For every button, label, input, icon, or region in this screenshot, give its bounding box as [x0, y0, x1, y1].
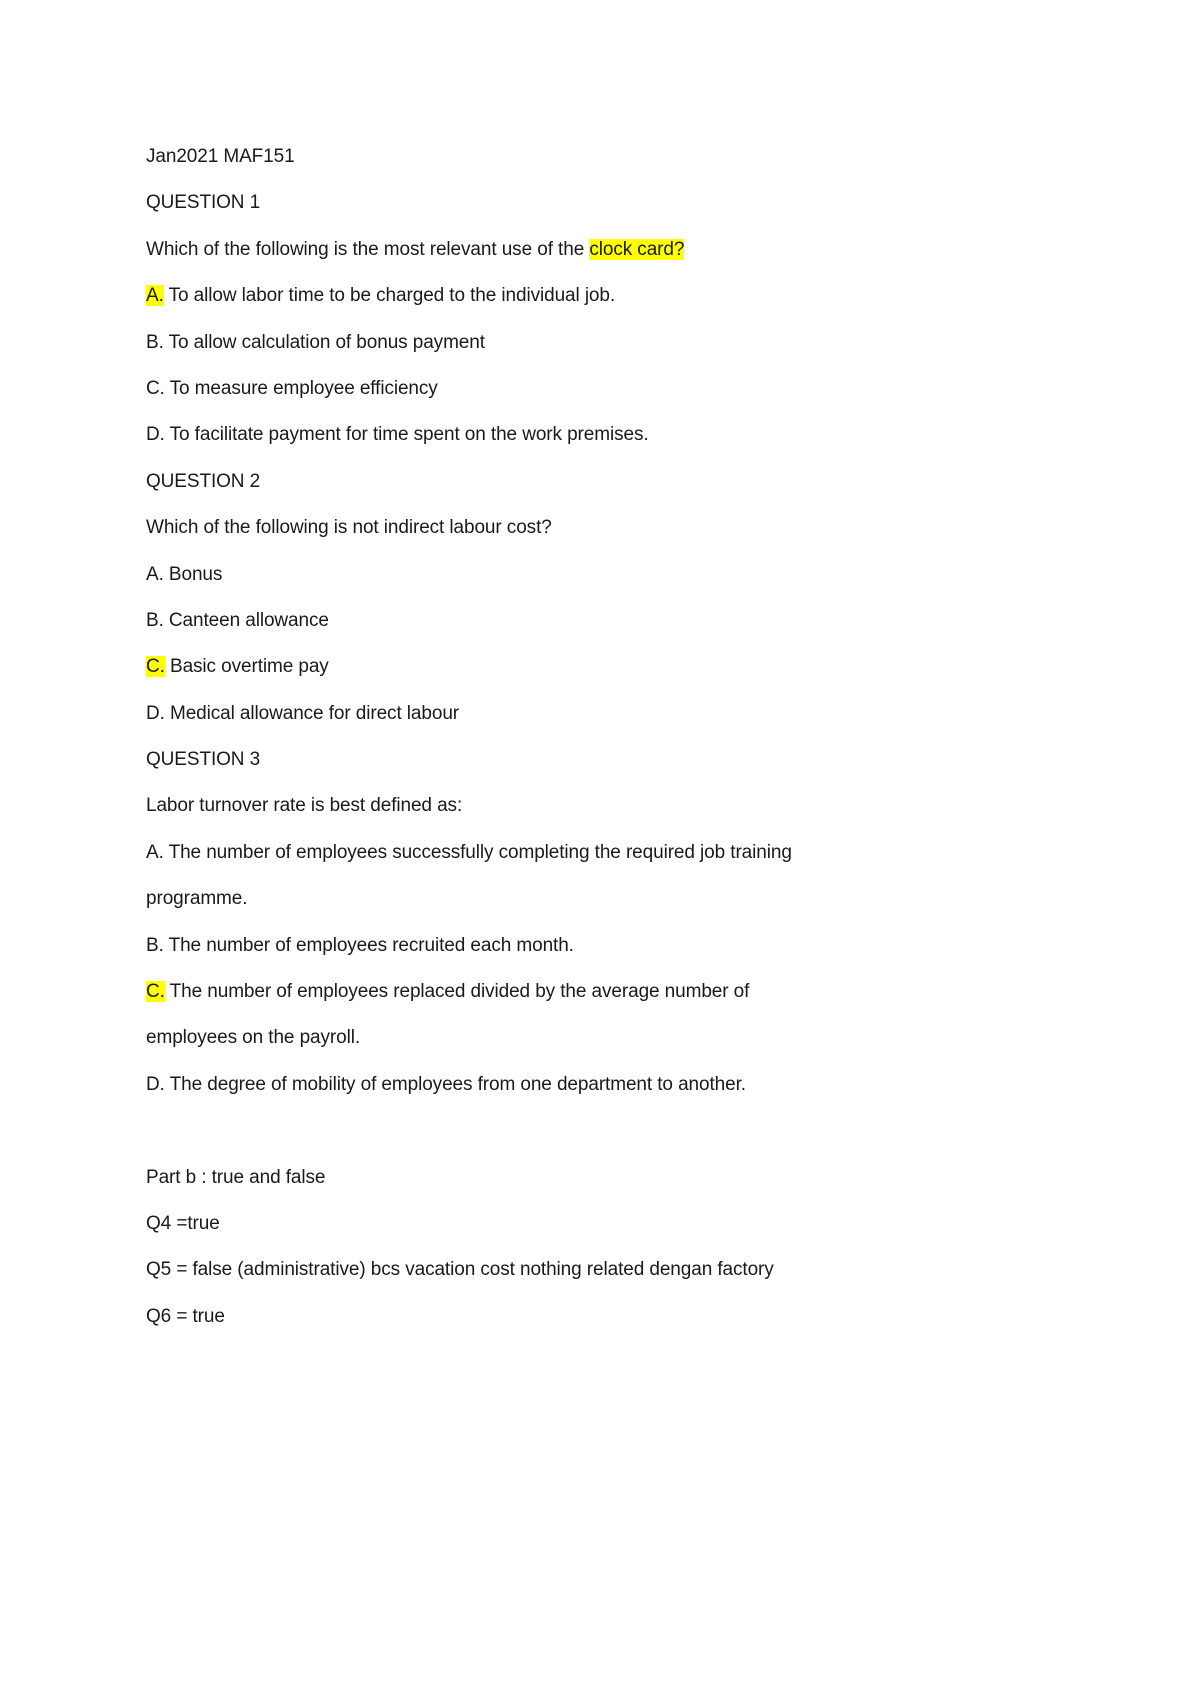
option-text: Basic overtime pay — [164, 656, 329, 678]
question-1-option-b: B. To allow calculation of bonus payment — [146, 331, 485, 353]
question-3-option-a-line-2: programme. — [146, 888, 248, 910]
question-2-option-c — [146, 656, 1086, 678]
part-b-q6: Q6 = true — [146, 1305, 225, 1327]
option-text: The number of employees replaced divided by the average number of — [164, 981, 750, 1003]
question-3-option-c-line-1 — [146, 981, 1086, 1003]
question-3-option-d: D. The degree of mobility of employees from one department to another. — [146, 1073, 746, 1095]
highlighted-term: clock card? — [589, 238, 685, 260]
answer-marker: A. — [146, 285, 164, 307]
question-1-stem — [146, 239, 1086, 261]
option-text: To allow labor time to be charged to the individual job. — [163, 285, 616, 307]
question-3-option-b: B. The number of employees recruited each month. — [146, 934, 574, 956]
document-body — [146, 146, 1086, 1352]
part-b-title: Part b : true and false — [146, 1166, 326, 1188]
blank-line — [146, 1120, 1086, 1166]
part-b-q4: Q4 =true — [146, 1212, 220, 1234]
question-1-option-d: D. To facilitate payment for time spent on the work premises. — [146, 424, 649, 446]
question-2-title: QUESTION 2 — [146, 470, 261, 492]
question-3-stem: Labor turnover rate is best defined as: — [146, 795, 463, 817]
question-3-option-a-line-1: A. The number of employees successfully completing the required job training — [146, 841, 792, 863]
answer-marker: C. — [146, 981, 165, 1003]
question-3-option-c-line-2: employees on the payroll. — [146, 1027, 361, 1049]
course-header: Jan2021 MAF151 — [146, 146, 295, 167]
question-3-title: QUESTION 3 — [146, 749, 261, 771]
question-2-option-a: A. Bonus — [146, 563, 223, 585]
question-1-option-c: C. To measure employee efficiency — [146, 377, 438, 399]
question-2-option-b: B. Canteen allowance — [146, 609, 329, 631]
question-1-stem-text: Which of the following is the most relevant use of the — [146, 238, 590, 260]
question-2-stem: Which of the following is not indirect labour cost? — [146, 517, 552, 539]
answer-marker: C. — [146, 656, 165, 678]
question-1-option-a — [146, 285, 1086, 307]
question-2-option-d: D. Medical allowance for direct labour — [146, 702, 460, 724]
question-1-title: QUESTION 1 — [146, 192, 261, 214]
part-b-q5: Q5 = false (administrative) bcs vacation cost nothing related dengan factory — [146, 1259, 774, 1281]
